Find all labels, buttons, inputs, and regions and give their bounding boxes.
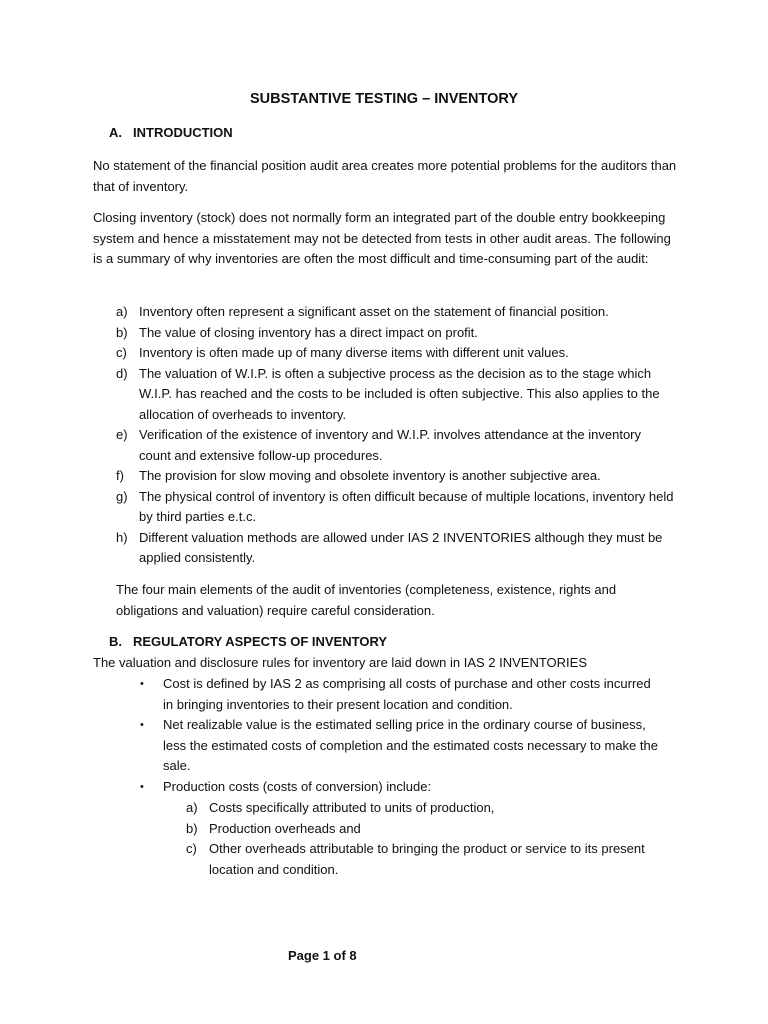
intro-paragraph-3: The four main elements of the audit of inventories (completeness, existence, rights and obligations and valuation) require careful consideration. [116,582,617,618]
sublist-marker: c) [186,841,197,856]
section-b-heading [109,632,387,653]
sublist-text: Costs specifically attributed to units of production, [209,800,495,815]
section-a-heading [109,123,233,144]
list-item [116,466,676,487]
sublist-item [186,819,656,840]
list-item [116,364,676,426]
sublist-item [186,798,656,819]
section-b-marker: B. [109,634,122,649]
bullet-text: Production costs (costs of conversion) include: [163,778,432,794]
list-marker: a) [116,304,128,319]
list-marker: c) [116,345,127,360]
list-item-text: Inventory often represent a significant asset on the statement of financial position. [139,304,609,319]
list-marker: h) [116,529,128,545]
document-title: SUBSTANTIVE TESTING – INVENTORY [249,91,519,107]
bullet-item [140,777,660,798]
sublist-text: Other overheads attributable to bringing the product or service to its present location and condition. [209,841,645,877]
list-item-text: Inventory is often made up of many diverse items with different unit values. [139,345,569,360]
list-item [116,302,676,323]
list-marker: f) [116,468,124,483]
regulatory-intro: The valuation and disclosure rules for inventory are laid down in IAS 2 INVENTORIES [93,655,587,670]
section-a-title: INTRODUCTION [133,125,233,140]
bullet-icon: • [140,678,144,690]
sublist-marker: a) [186,800,198,815]
intro-paragraph-2: Closing inventory (stock) does not normally form an integrated part of the double entry bookkeeping system and hence a misstatement may not be detected from tests in other audit areas. The following is a summary of why inventories are often the most difficult and time-consuming part of the audit: [93,210,671,266]
sublist-item [186,839,656,880]
list-item [116,343,676,364]
page-number: Page 1 of 8 [288,948,357,963]
list-marker: e) [116,427,128,442]
bullet-text: Net realizable value is the estimated selling price in the ordinary course of business, less the estimated costs of completion and the estimated costs necessary to make the sale. [163,717,658,773]
list-item [116,528,676,569]
sublist-marker: b) [186,820,198,836]
section-a-marker: A. [109,125,122,140]
list-item-text: The valuation of W.I.P. is often a subjective process as the decision as to the stage which W.I.P. has reached and the costs to be included is often subjective. This also applies to the allocation of overheads to inventory. [139,365,660,422]
intro-paragraph-1: No statement of the financial position audit area creates more potential problems for the auditors than that of inventory. [93,158,677,194]
bullet-text: Cost is defined by IAS 2 as comprising all costs of purchase and other costs incurred in bringing inventories to their present location and condition. [163,676,651,712]
bullet-icon: • [140,780,144,793]
list-item-text: Different valuation methods are allowed under IAS 2 INVENTORIES although they must be applied consistently. [139,529,663,565]
regulatory-bullets [140,674,660,797]
section-b-title: REGULATORY ASPECTS OF INVENTORY [133,634,388,649]
list-marker: g) [116,488,128,504]
bullet-item [140,715,660,777]
list-item-text: The provision for slow moving and obsolete inventory is another subjective area. [139,468,601,483]
production-costs-sublist [186,798,656,880]
list-item [116,487,676,528]
bullet-item [140,674,660,715]
sublist-text: Production overheads and [209,820,361,836]
bullet-icon: • [140,719,144,731]
list-item-text: The value of closing inventory has a direct impact on profit. [139,324,478,340]
list-marker: b) [116,324,128,340]
list-item [116,323,676,344]
list-item-text: Verification of the existence of inventory and W.I.P. involves attendance at the inventory count and extensive follow-up procedures. [139,427,642,463]
list-marker: d) [116,365,128,381]
list-item [116,425,676,466]
reasons-list [116,302,676,569]
list-item-text: The physical control of inventory is often difficult because of multiple locations, inventory held by third parties e.t.c. [139,488,674,524]
